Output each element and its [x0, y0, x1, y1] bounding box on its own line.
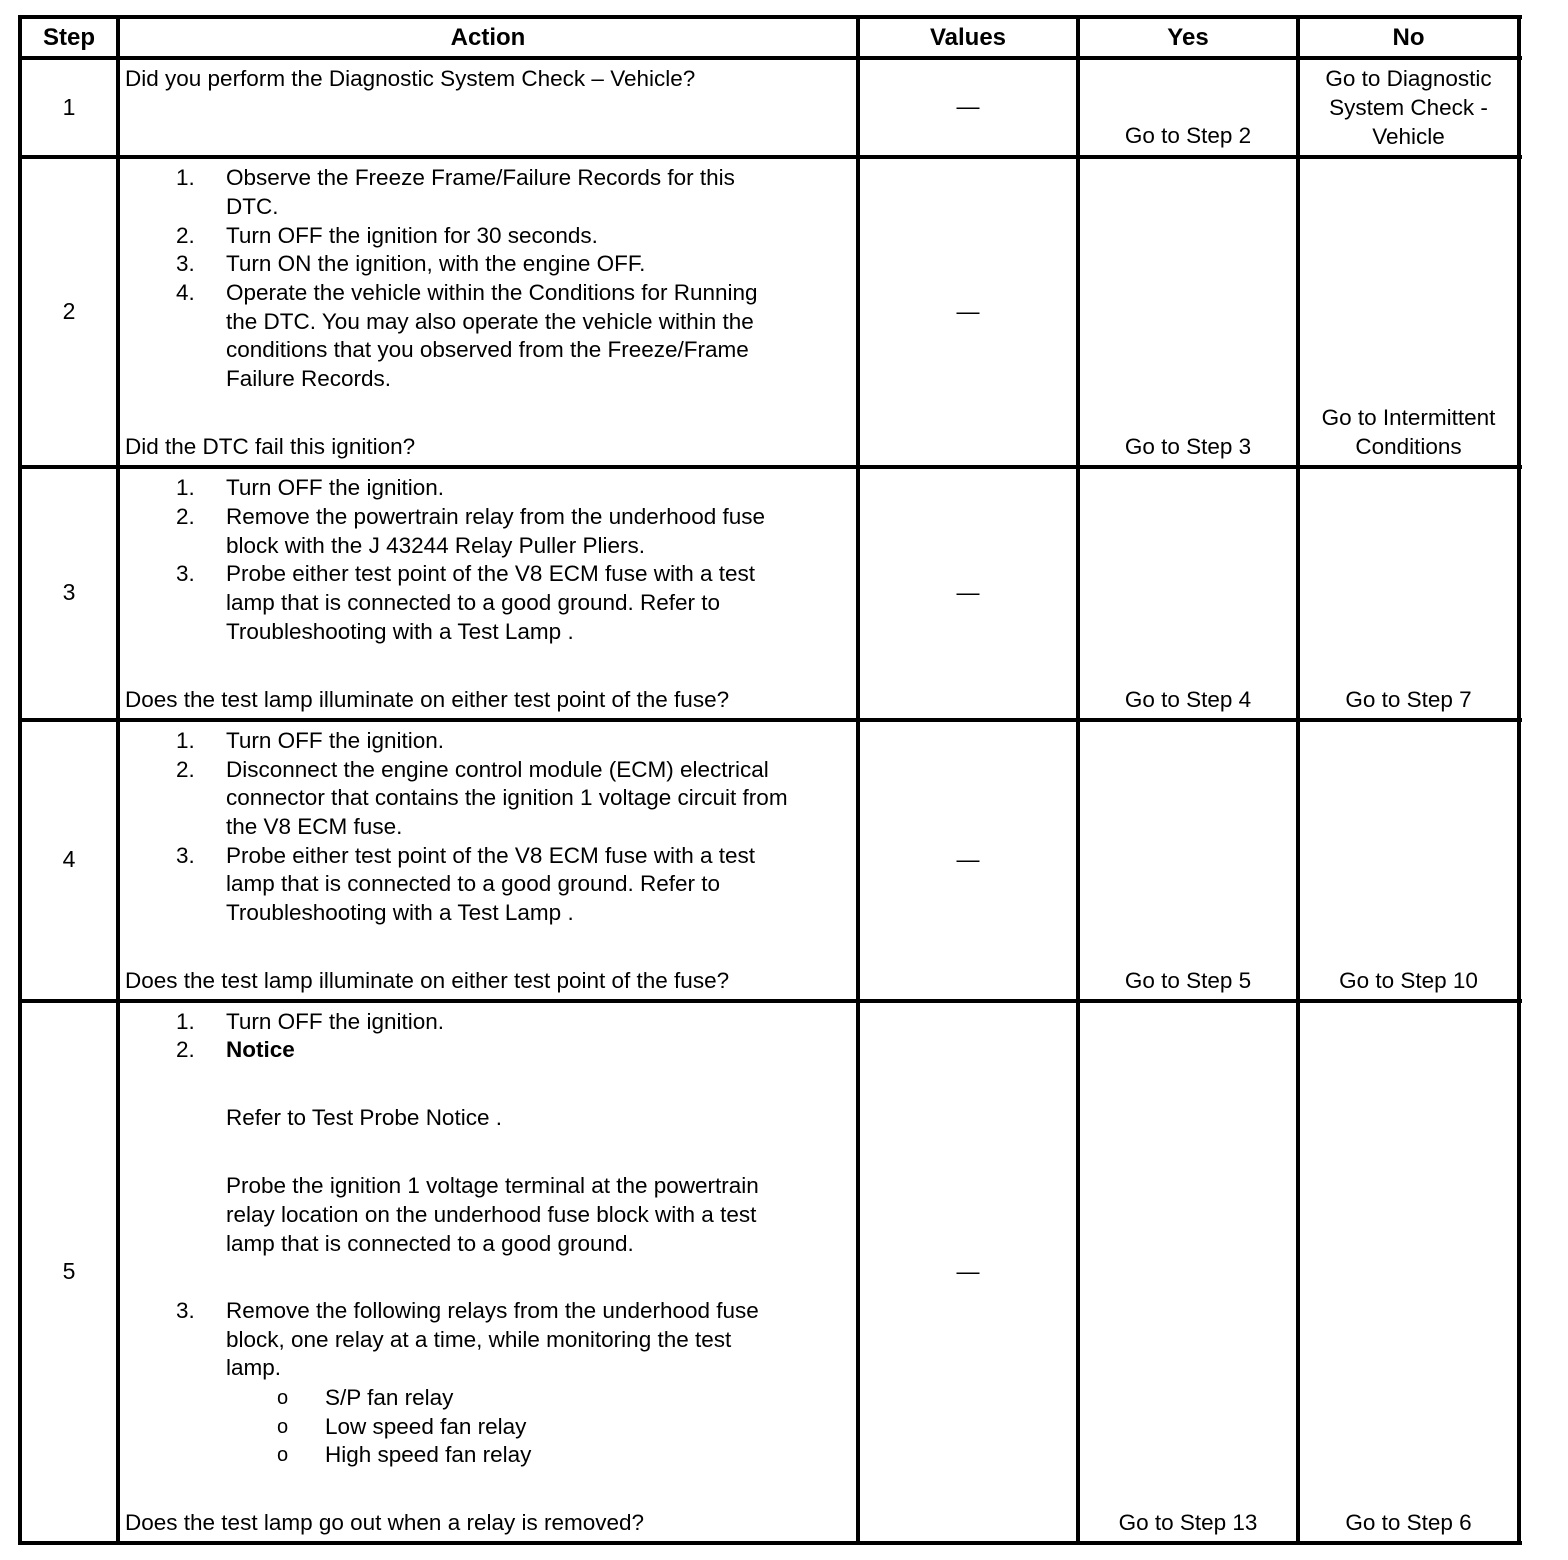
header-no: No — [1392, 24, 1425, 51]
list-item-text: block with the J 43244 Relay Puller Pliers. — [226, 533, 645, 558]
list-number: 4. — [176, 280, 195, 305]
no-cell-line: Conditions — [1355, 433, 1462, 459]
sub-list-item: S/P fan relay — [325, 1385, 454, 1410]
list-item-text: lamp that is connected to a good ground. — [226, 1231, 634, 1256]
list-item-text: Operate the vehicle within the Conditions for Running — [226, 280, 758, 305]
column-divider — [1296, 15, 1300, 1545]
no-cell-line: Vehicle — [1372, 123, 1445, 149]
header-action: Action — [450, 24, 526, 51]
list-number: 3. — [176, 843, 195, 868]
values-cell: — — [956, 579, 980, 605]
list-item-text: Turn ON the ignition, with the engine OFF. — [226, 251, 646, 276]
sub-list-item: High speed fan relay — [325, 1442, 532, 1467]
table-border-right — [1517, 15, 1521, 1545]
no-cell — [1300, 404, 1517, 462]
list-number: 2. — [176, 504, 195, 529]
list-item-text: lamp that is connected to a good ground. Refer to — [226, 871, 721, 896]
list-number: 3. — [176, 561, 195, 586]
list-item-text: connector that contains the ignition 1 voltage circuit from — [226, 785, 788, 810]
list-item-text: Troubleshooting with a Test Lamp . — [226, 900, 574, 925]
no-cell-line: System Check - — [1329, 94, 1488, 120]
yes-cell: Go to Step 2 — [1124, 123, 1252, 148]
no-cell: Go to Step 6 — [1345, 1510, 1472, 1535]
list-item-text: relay location on the underhood fuse block with a test — [226, 1202, 757, 1227]
column-divider — [1076, 15, 1080, 1545]
no-cell — [1300, 65, 1517, 151]
list-number: 1. — [176, 1009, 195, 1034]
column-divider — [856, 15, 860, 1545]
column-divider — [116, 15, 120, 1545]
header-values: Values — [929, 24, 1007, 51]
action-question: Does the test lamp illuminate on either test point of the fuse? — [125, 687, 730, 712]
step-number: 3 — [62, 579, 76, 605]
header-step: Step — [42, 24, 95, 51]
list-item-text: DTC. — [226, 194, 279, 219]
bullet-icon: o — [277, 1416, 289, 1438]
list-item-text: lamp that is connected to a good ground. Refer to — [226, 590, 721, 615]
notice-reference: Refer to Test Probe Notice . — [226, 1105, 502, 1130]
list-number: 3. — [176, 1298, 195, 1323]
list-number: 2. — [176, 223, 195, 248]
list-item-text: Observe the Freeze Frame/Failure Records for this — [226, 165, 735, 190]
yes-cell: Go to Step 4 — [1124, 687, 1252, 712]
list-item-text: Remove the following relays from the underhood fuse — [226, 1298, 759, 1323]
action-question: Does the test lamp illuminate on either test point of the fuse? — [125, 968, 730, 993]
yes-cell: Go to Step 5 — [1124, 968, 1252, 993]
no-cell-line: Go to Intermittent — [1321, 405, 1496, 430]
list-number: 1. — [176, 165, 195, 190]
step-number: 4 — [62, 846, 76, 872]
sub-list-item: Low speed fan relay — [325, 1414, 527, 1439]
step-number: 2 — [62, 298, 76, 324]
table-border-left — [18, 15, 22, 1545]
list-number: 1. — [176, 728, 195, 753]
list-item-text: Turn OFF the ignition. — [226, 728, 445, 753]
no-cell: Go to Step 10 — [1339, 968, 1478, 993]
list-number: 3. — [176, 251, 195, 276]
notice-heading: Notice — [226, 1037, 295, 1062]
list-item-text: Disconnect the engine control module (ECM) electrical — [226, 757, 769, 782]
action-question: Does the test lamp go out when a relay is removed? — [125, 1510, 645, 1535]
step-number: 5 — [62, 1258, 76, 1284]
values-cell: — — [956, 93, 980, 119]
no-cell: Go to Step 7 — [1345, 687, 1472, 712]
list-item-text: Failure Records. — [226, 366, 392, 391]
list-item-text: Turn OFF the ignition. — [226, 1009, 445, 1034]
list-item-text: the DTC. You may also operate the vehicle within the — [226, 309, 754, 334]
yes-cell: Go to Step 3 — [1124, 434, 1252, 459]
list-item-text: Probe either test point of the V8 ECM fuse with a test — [226, 561, 756, 586]
bullet-icon: o — [277, 1444, 289, 1466]
list-item-text: Probe the ignition 1 voltage terminal at the powertrain — [226, 1173, 759, 1198]
list-number: 2. — [176, 1037, 195, 1062]
list-item-text: block, one relay at a time, while monitoring the test — [226, 1327, 732, 1352]
list-item-text: Troubleshooting with a Test Lamp . — [226, 619, 574, 644]
list-item-text: Turn OFF the ignition. — [226, 475, 445, 500]
values-cell: — — [956, 846, 980, 872]
list-item-text: conditions that you observed from the Freeze/Frame — [226, 337, 749, 362]
list-item-text: Probe either test point of the V8 ECM fuse with a test — [226, 843, 756, 868]
action-question: Did you perform the Diagnostic System Check – Vehicle? — [125, 66, 696, 91]
list-number: 2. — [176, 757, 195, 782]
step-number: 1 — [62, 94, 76, 120]
list-item-text: lamp. — [226, 1355, 282, 1380]
header-yes: Yes — [1167, 24, 1209, 51]
bullet-icon: o — [277, 1387, 289, 1409]
values-cell: — — [956, 298, 980, 324]
list-item-text: the V8 ECM fuse. — [226, 814, 403, 839]
list-item-text: Turn OFF the ignition for 30 seconds. — [226, 223, 598, 248]
values-cell: — — [956, 1258, 980, 1284]
list-item-text: Remove the powertrain relay from the underhood fuse — [226, 504, 766, 529]
action-question: Did the DTC fail this ignition? — [125, 434, 416, 459]
list-number: 1. — [176, 475, 195, 500]
yes-cell: Go to Step 13 — [1118, 1510, 1258, 1535]
no-cell-line: Go to Diagnostic — [1325, 66, 1492, 91]
